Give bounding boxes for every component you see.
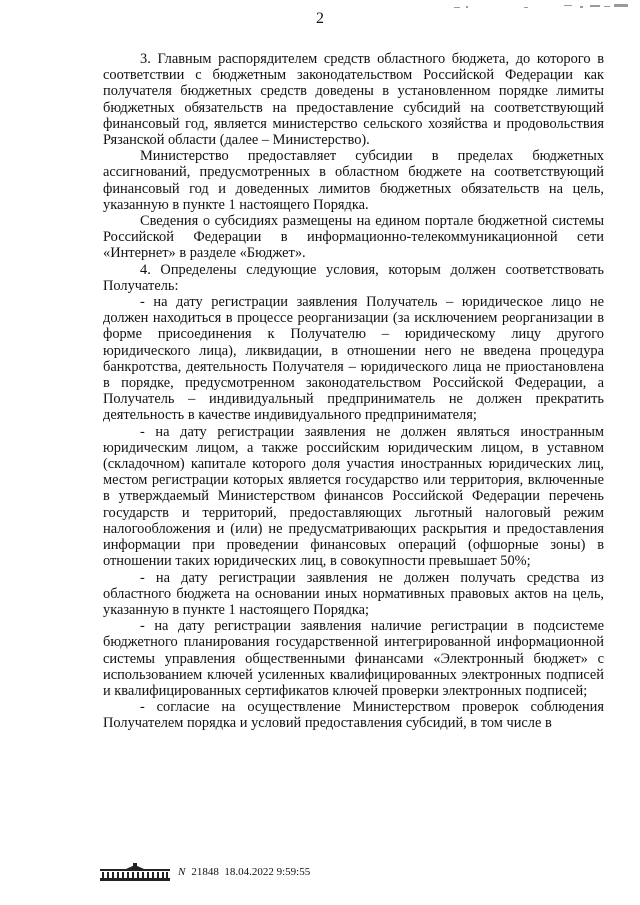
condition-item-foreign-entity: - на дату регистрации заявления не должен являться иностранным юридическим лицом, а также российским юридическим лицом, в уставном (складочном) капитале которого доля участия иностранных юридических лиц, местом регистрации которых является государство или территория, включенные в утверждаемый Министерством финансов Российской Федерации перечень государств и территорий, предоставляющих льготный налоговый режим налогообложения и (или) не предусматривающих раскрытия и предоставления информации при проведении финансовых операций (офшорные зоны) в отношении таких юридических лиц, в совокупности превышает 50%; bbox=[103, 423, 604, 570]
paragraph-chief-administrator: 3. Главным распорядителем средств областного бюджета, до которого в соответствии с бюджетным законодательством Российской Федерации как получателя бюджетных средств доведены в установленном порядке лимиты бюджетных обязательств на предоставление субсидий на соответствующий финансовый год, является министерство сельского хозяйства и продовольствия Рязанской области (далее – Министерство). bbox=[103, 51, 604, 149]
condition-item-reorganization: - на дату регистрации заявления Получатель – юридическое лицо не должен находиться в процессе реорганизации (за исключением реорганизации в форме присоединения к Получателю – юридическому лицу другого юридического лица), ликвидации, в отношении него не введена процедура банкротства, деятельность Получателя – юридического лица не приостановлена в порядке, предусмотренном законодательством Российской Федерации, а Получатель – индивидуальный предприниматель не должен прекратить деятельность в качестве индивидуального предпринимателя; bbox=[103, 294, 604, 424]
document-number: 21848 bbox=[191, 866, 219, 878]
building-logo-icon bbox=[100, 863, 170, 881]
paragraph-ministry-subsidies: Министерство предоставляет субсидии в пределах бюджетных ассигнований, предусмотренных в областном бюджете на соответствующий финансовый год и доведенных лимитов бюджетных обязательств на цель, указанную в пункте 1 настоящего Порядка. bbox=[103, 148, 604, 213]
page-number: 2 bbox=[316, 10, 324, 27]
document-body bbox=[103, 51, 604, 732]
number-sign: N bbox=[178, 866, 186, 878]
condition-item-electronic-budget: - на дату регистрации заявления наличие регистрации в подсистеме бюджетного планирования государственной интегрированной информационной системы управления общественными финансами «Электронный бюджет» с использованием ключей усиленных квалифицированных электронных подписей и квалифицированных сертификатов ключей проверки электронных подписей; bbox=[103, 618, 604, 699]
document-timestamp: 18.04.2022 9:59:55 bbox=[224, 866, 311, 878]
condition-item-inspection-consent: - согласие на осуществление Министерством проверок соблюдения Получателем порядка и условий предоставления субсидий, в том числе в bbox=[103, 699, 604, 732]
document-registration-stamp bbox=[178, 866, 310, 878]
document-footer bbox=[100, 863, 400, 883]
paragraph-subsidy-info: Сведения о субсидиях размещены на едином портале бюджетной системы Российской Федерации в информационно-телекоммуникационной сети «Интернет» в разделе «Бюджет». bbox=[103, 213, 604, 262]
paragraph-conditions-heading: 4. Определены следующие условия, которым должен соответствовать Получатель: bbox=[103, 261, 604, 294]
condition-item-other-funding: - на дату регистрации заявления не должен получать средства из областного бюджета на основании иных нормативных правовых актов на цель, указанную в пункте 1 настоящего Порядка; bbox=[103, 569, 604, 618]
